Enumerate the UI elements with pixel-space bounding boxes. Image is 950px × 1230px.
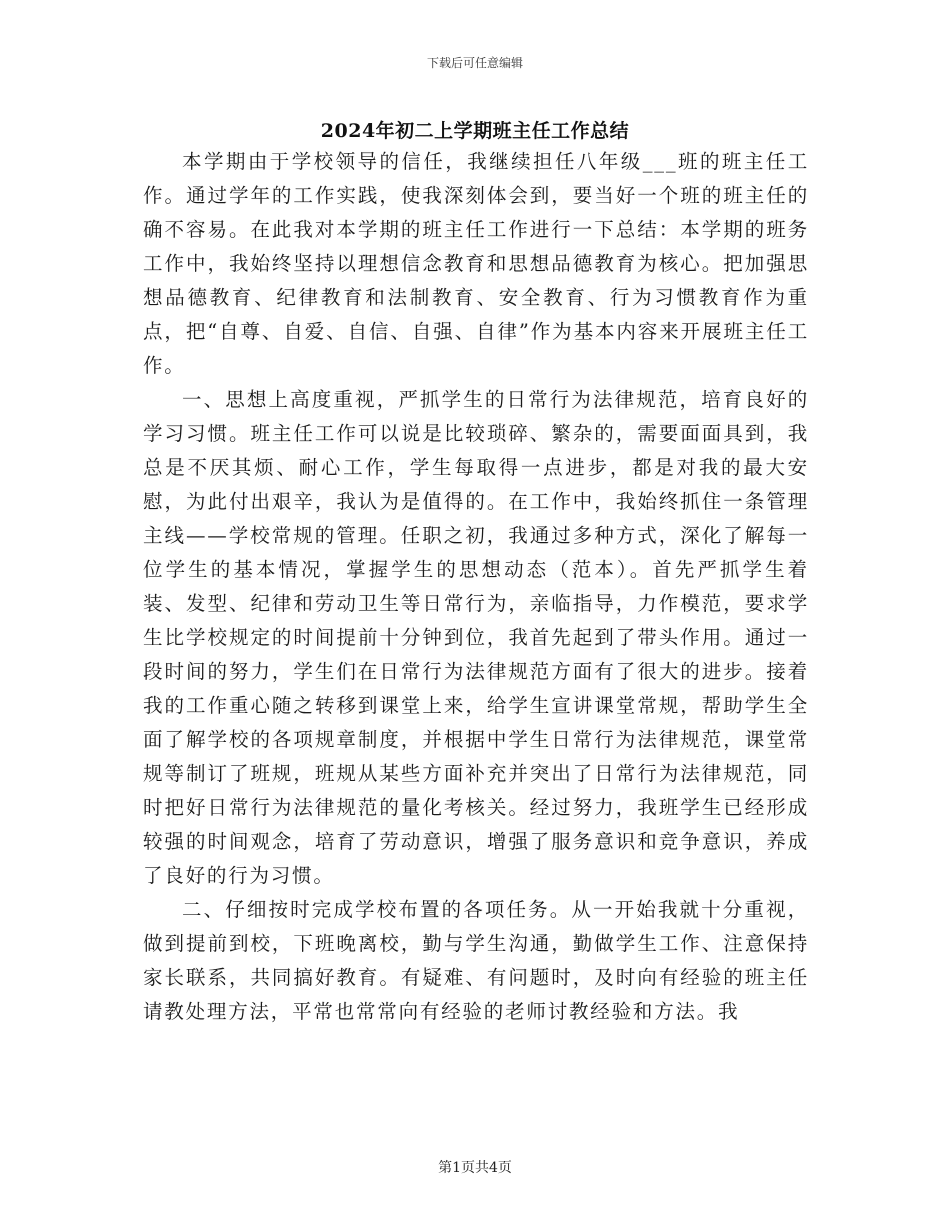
document-title: 2024年初二上学期班主任工作总结 [320, 120, 630, 142]
page-header-note: 下载后可任意编辑 [426, 56, 523, 70]
paragraph-section-1: 一、思想上高度重视，严抓学生的日常行为法律规范，培育良好的学习习惯。班主任工作可以说是比较琐碎、繁杂的，需要面面具到，我总是不厌其烦、耐心工作，学生每取得一点进步，都是对我的最大安慰，为此付出艰辛，我认为是值得的。在工作中，我始终抓住一条管理主线——学校常规的管理。任职之初，我通过多种方式，深化了解每一位学生的基本情况，掌握学生的思想动态（范本）。首先严抓学生着装、发型、纪律和劳动卫生等日常行为，亲临指导，力作模范，要求学生比学校规定的时间提前十分钟到位，我首先起到了带头作用。通过一段时间的努力，学生们在日常行为法律规范方面有了很大的进步。接着我的工作重心随之转移到课堂上来，给学生宣讲课堂常规，帮助学生全面了解学校的各项规章制度，并根据中学生日常行为法律规范，课堂常规等制订了班规，班规从某些方面补充并突出了日常行为法律规范，同时把好日常行为法律规范的量化考核关。经过努力，我班学生已经形成较强的时间观念，培育了劳动意识，增强了服务意识和竞争意识，养成了良好的行为习惯。 [143, 388, 809, 887]
paragraph-intro: 本学期由于学校领导的信任，我继续担任八年级___班的班主任工作。通过学年的工作实践，使我深刻体会到，要当好一个班的班主任的确不容易。在此我对本学期的班主任工作进行一下总结：本学期的班务工作中，我始终坚持以理想信念教育和思想品德教育为核心。把加强思想品德教育、纪律教育和法制教育、安全教育、行为习惯教育作为重点，把“自尊、自爱、自信、自强、自律”作为基本内容来开展班主任工作。 [143, 150, 810, 377]
paragraph-section-2: 二、仔细按时完成学校布置的各项任务。从一开始我就十分重视，做到提前到校，下班晚离校，勤与学生沟通，勤做学生工作、注意保持家长联系，共同搞好教育。有疑难、有问题时，及时向有经验的班主任请教处理方法，平常也常常向有经验的老师讨教经验和方法。我 [143, 898, 809, 1023]
page-number-footer: 第1页共4页 [438, 1160, 512, 1176]
document-body [143, 145, 809, 1029]
